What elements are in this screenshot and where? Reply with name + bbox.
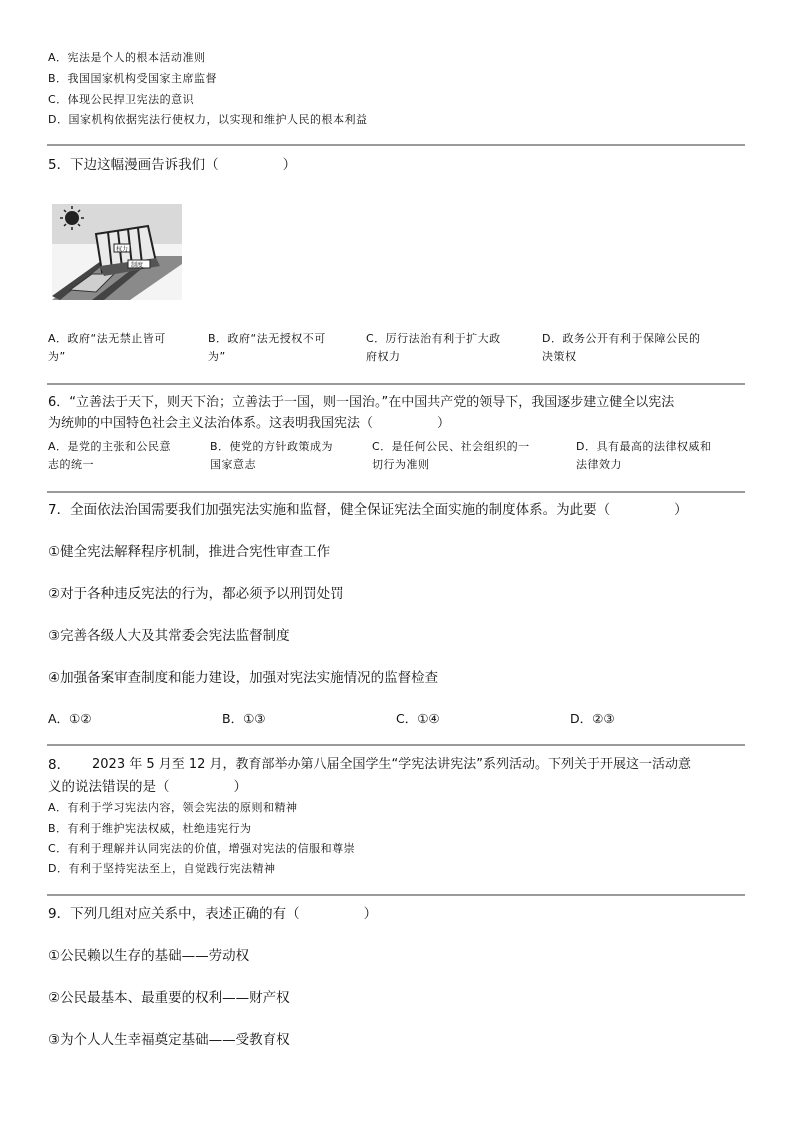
q7-option-a: A．①② <box>48 711 92 726</box>
question-divider <box>47 744 745 746</box>
q6-option-a-l1: A．是党的主张和公民意 <box>48 440 172 453</box>
q8-option-d: D．有利于坚持宪法至上，自觉践行宪法精神 <box>48 862 276 875</box>
q6-option-b-l2: 国家意志 <box>210 458 256 471</box>
q8-stem-text: 义的说法错误的是（ <box>48 779 170 795</box>
cartoon-label-system: 制度 <box>131 262 144 269</box>
q5-option-d-l1: D．政务公开有利于保障公民的 <box>542 332 701 345</box>
q8-paren-close: ） <box>233 779 247 795</box>
q8-option-c: C．有利于理解并认同宪法的价值，增强对宪法的信服和尊崇 <box>48 842 356 855</box>
q5-stem-text: 5．下边这幅漫画告诉我们（ <box>48 157 219 173</box>
q6-stem-l1: 6．“立善法于天下，则天下治；立善法于一国，则一国治。”在中国共产党的领导下，我国逐步建立健全以宪法 <box>48 395 675 410</box>
q4-option-a: A．宪法是个人的根本活动准则 <box>48 51 206 64</box>
q5-option-c-l1: C．厉行法治有利于扩大政 <box>366 332 501 345</box>
q7-option-b: B．①③ <box>222 711 266 726</box>
q6-stem-l2 <box>48 415 450 433</box>
q9-item-1: ①公民赖以生存的基础——劳动权 <box>48 948 250 964</box>
q9-stem <box>48 905 377 923</box>
q8-option-b: B．有利于维护宪法权威，杜绝违宪行为 <box>48 822 252 835</box>
q6-option-c-l2: 切行为准则 <box>372 458 430 471</box>
q5-option-c-l2: 府权力 <box>366 350 401 363</box>
question-divider <box>47 383 745 385</box>
q4-option-b: B．我国国家机构受国家主席监督 <box>48 72 218 85</box>
q5-stem <box>48 156 296 174</box>
q5-paren-close: ） <box>282 157 297 173</box>
q7-item-4: ④加强备案审查制度和能力建设，加强对宪法实施情况的监督检查 <box>48 670 439 686</box>
q7-option-d: D．②③ <box>570 711 615 726</box>
q5-option-a-l1: A．政府“法无禁止皆可 <box>48 332 166 345</box>
q5-cartoon-image <box>52 204 182 300</box>
q9-item-2: ②公民最基本、最重要的权利——财产权 <box>48 990 290 1006</box>
q5-option-a-l2: 为” <box>48 350 66 363</box>
cartoon-label-power: 权力 <box>116 246 129 253</box>
q5-option-b-l1: B．政府“法无授权不可 <box>208 332 326 345</box>
q6-paren-close: ） <box>437 416 451 431</box>
question-divider <box>47 144 745 146</box>
q8-stem-l1: 2023 年 5 月至 12 月，教育部举办第八届全国学生“学宪法讲宪法”系列活动。下列关于开展这一活动意 <box>92 757 692 772</box>
q6-option-b-l1: B．使党的方针政策成为 <box>210 440 334 453</box>
q9-item-3: ③为个人人生幸福奠定基础——受教育权 <box>48 1032 290 1048</box>
q9-paren-close: ） <box>363 906 378 922</box>
q4-option-d: D．国家机构依据宪法行使权力，以实现和维护人民的根本利益 <box>48 113 368 126</box>
q7-paren-close: ） <box>674 502 688 518</box>
q8-stem-l2 <box>48 778 247 796</box>
q7-stem-text: 7．全面依法治国需要我们加强宪法实施和监督，健全保证宪法全面实施的制度体系。为此要（ <box>48 502 611 518</box>
q5-option-d-l2: 决策权 <box>542 350 577 363</box>
q6-option-d-l1: D．具有最高的法律权威和 <box>576 440 712 453</box>
q5-option-b-l2: 为” <box>208 350 226 363</box>
q4-option-c: C．体现公民捍卫宪法的意识 <box>48 93 195 106</box>
q6-stem-text: 为统帅的中国特色社会主义法治体系。这表明我国宪法（ <box>48 416 374 431</box>
q7-stem <box>48 501 688 519</box>
q6-option-c-l1: C．是任何公民、社会组织的一 <box>372 440 530 453</box>
q9-stem-text: 9．下列几组对应关系中，表述正确的有（ <box>48 906 300 922</box>
q7-item-3: ③完善各级人大及其常委会宪法监督制度 <box>48 628 290 644</box>
q7-item-2: ②对于各种违反宪法的行为，都必须予以刑罚处罚 <box>48 586 344 602</box>
question-divider <box>47 491 745 493</box>
q7-option-c: C．①④ <box>396 711 440 726</box>
q7-item-1: ①健全宪法解释程序机制，推进合宪性审查工作 <box>48 544 331 560</box>
q6-option-a-l2: 志的统一 <box>48 458 94 471</box>
question-divider <box>47 894 745 896</box>
q6-option-d-l2: 法律效力 <box>576 458 622 471</box>
q8-number: 8． <box>48 757 71 773</box>
q8-option-a: A．有利于学习宪法内容，领会宪法的原则和精神 <box>48 801 298 814</box>
